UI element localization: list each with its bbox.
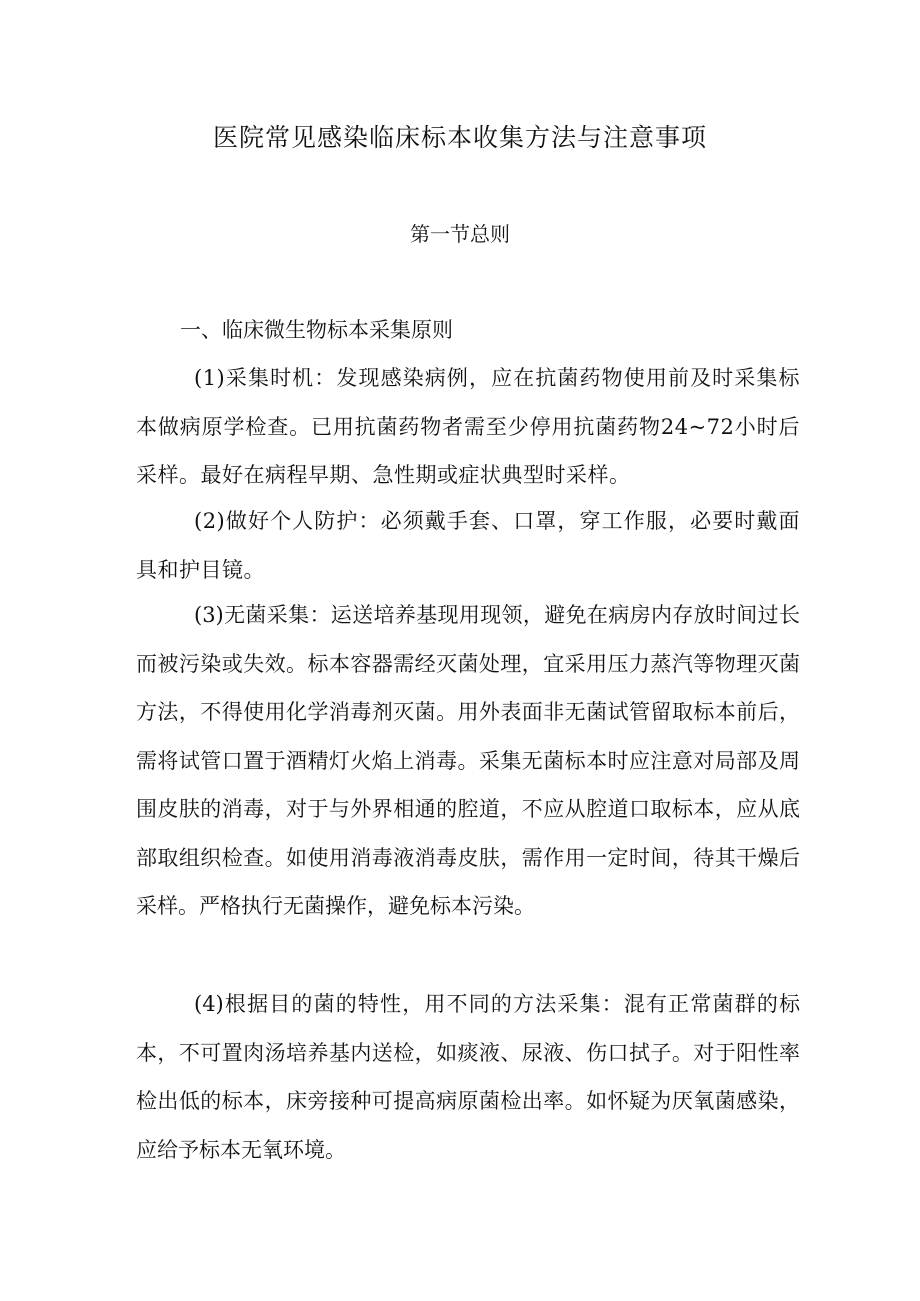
subsection-heading: 一、临床微生物标本采集原则 [180,318,453,342]
section-title: 第一节总则 [410,222,510,246]
paragraph-sampling-timing: (1)采集时机：发现感染病例，应在抗菌药物使用前及时采集标本做病原学检查。已用抗菌药物者需至少停用抗菌药物24~72小时后采样。最好在病程早期、急性期或症状典型时采样。 [136,366,800,487]
document-title: 医院常见感染临床标本收集方法与注意事项 [212,123,707,152]
paragraph-aseptic-collection: (3)无菌采集：运送培养基现用现领，避免在病房内存放时间过长而被污染或失效。标本容器需经灭菌处理，宜采用压力蒸汽等物理灭菌方法，不得使用化学消毒剂灭菌。用外表面非无菌试管留取标本前后，需将试管口置于酒精灯火焰上消毒。采集无菌标本时应注意对局部及周围皮肤的消毒，对于与外界相通的腔道，不应从腔道口取标本，应从底部取组织检查。如使用消毒液消毒皮肤，需作用一定时间，待其干燥后采样。严格执行无菌操作，避免标本污染。 [136,603,800,918]
paragraph-personal-protection: (2)做好个人防护：必须戴手套、口罩，穿工作服，必要时戴面具和护目镜。 [136,509,800,582]
paragraph-collection-methods: (4)根据目的菌的特性，用不同的方法采集：混有正常菌群的标本，不可置肉汤培养基内送检，如痰液、尿液、伤口拭子。对于阳性率检出低的标本，床旁接种可提高病原菌检出率。如怀疑为厌氧菌感染，应给予标本无氧环境。 [136,992,800,1162]
